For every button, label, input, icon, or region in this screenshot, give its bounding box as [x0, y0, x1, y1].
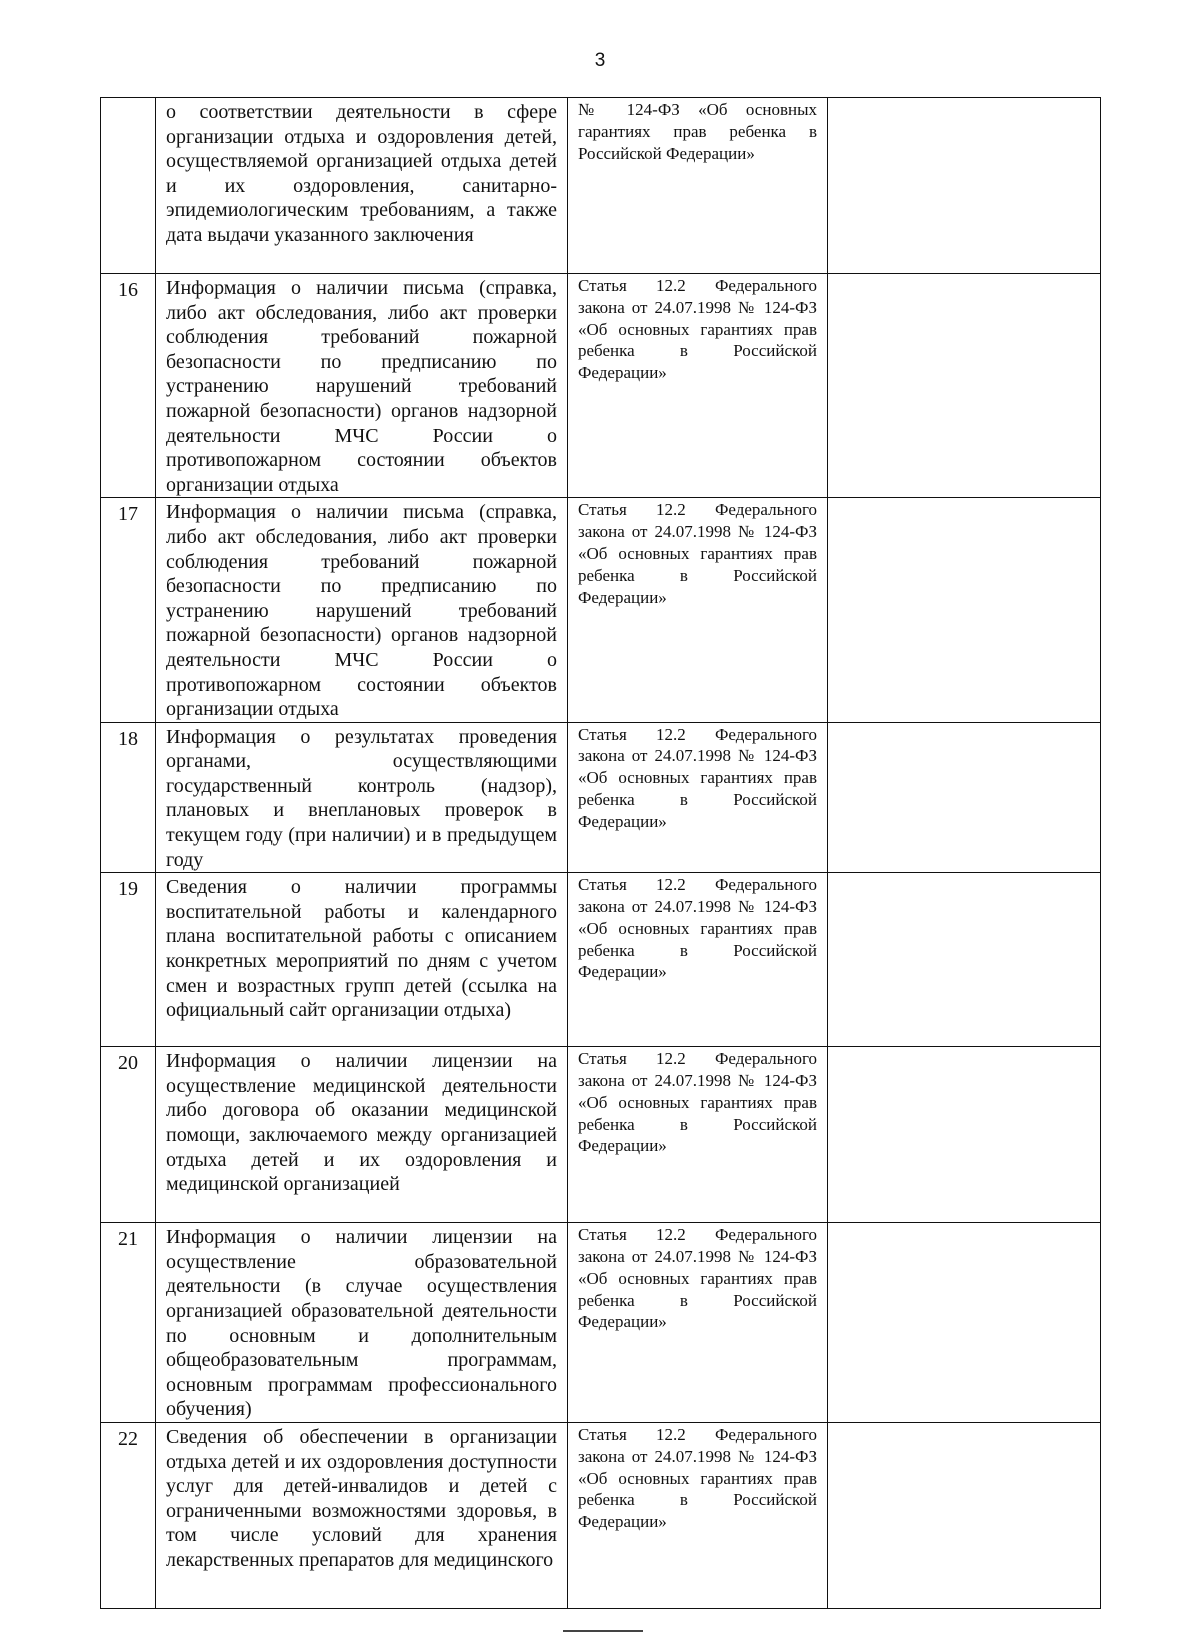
row-note: [828, 498, 1101, 722]
row-legal-basis: Статья 12.2 Федерального закона от 24.07.1998 № 124-ФЗ «Об основных гарантиях прав ребенка в Российской Федерации»: [568, 1223, 828, 1423]
row-note: [828, 1423, 1101, 1609]
row-note: [828, 873, 1101, 1047]
row-note: [828, 274, 1101, 498]
row-description: Информация о наличии письма (справка, либо акт обследования, либо акт проверки соблюдения требований пожарной безопасности по предписанию по устранению нарушений требований пожарной безопасности) органов надзорной деятельности МЧС России о противопожарном состоянии объектов организации отдыха: [156, 274, 568, 498]
row-note: [828, 722, 1101, 873]
table-row: [101, 873, 1101, 1047]
row-description: Информация о наличии лицензии на осуществление образовательной деятельности (в случае осуществления организацией образовательной деятельности по основным и дополнительным общеобразовательным программам, основным программам профессионального обучения): [156, 1223, 568, 1423]
row-note: [828, 98, 1101, 274]
table-row: [101, 274, 1101, 498]
row-legal-basis: Статья 12.2 Федерального закона от 24.07.1998 № 124-ФЗ «Об основных гарантиях прав ребенка в Российской Федерации»: [568, 274, 828, 498]
row-legal-basis: Статья 12.2 Федерального закона от 24.07.1998 № 124-ФЗ «Об основных гарантиях прав ребенка в Российской Федерации»: [568, 1047, 828, 1223]
row-number: 16: [101, 274, 156, 498]
row-note: [828, 1047, 1101, 1223]
row-number: 19: [101, 873, 156, 1047]
row-description: Сведения о наличии программы воспитательной работы и календарного плана воспитательной работы с описанием конкретных мероприятий по дням с учетом смен и возрастных групп детей (ссылка на официальный сайт организации отдыха): [156, 873, 568, 1047]
table-row: [101, 1423, 1101, 1609]
row-description: Информация о наличии лицензии на осуществление медицинской деятельности либо договора об оказании медицинской помощи, заключаемого между организацией отдыха детей и их оздоровления и медицинской организацией: [156, 1047, 568, 1223]
row-legal-basis: Статья 12.2 Федерального закона от 24.07.1998 № 124-ФЗ «Об основных гарантиях прав ребенка в Российской Федерации»: [568, 498, 828, 722]
row-note: [828, 1223, 1101, 1423]
row-description: Информация о наличии письма (справка, либо акт обследования, либо акт проверки соблюдения требований пожарной безопасности по предписанию по устранению нарушений требований пожарной безопасности) органов надзорной деятельности МЧС России о противопожарном состоянии объектов организации отдыха: [156, 498, 568, 722]
row-number: 21: [101, 1223, 156, 1423]
table-row: [101, 98, 1101, 274]
page-footer-mark: [563, 1630, 643, 1632]
row-legal-basis: Статья 12.2 Федерального закона от 24.07.1998 № 124-ФЗ «Об основных гарантиях прав ребенка в Российской Федерации»: [568, 722, 828, 873]
row-number: 17: [101, 498, 156, 722]
table-row: [101, 1223, 1101, 1423]
row-number: 20: [101, 1047, 156, 1223]
requirements-table: [100, 97, 1101, 1609]
page-number: 3: [594, 50, 606, 71]
row-description: Сведения об обеспечении в организации отдыха детей и их оздоровления доступности услуг для детей-инвалидов и детей с ограниченными возможностями здоровья, в том числе условий для хранения лекарственных препаратов для медицинского: [156, 1423, 568, 1609]
table-row: [101, 722, 1101, 873]
row-description: Информация о результатах проведения органами, осуществляющими государственный контроль (надзор), плановых и внеплановых проверок в текущем году (при наличии) и в предыдущем году: [156, 722, 568, 873]
row-legal-basis: Статья 12.2 Федерального закона от 24.07.1998 № 124-ФЗ «Об основных гарантиях прав ребенка в Российской Федерации»: [568, 873, 828, 1047]
table-row: [101, 1047, 1101, 1223]
table-row: [101, 498, 1101, 722]
row-description: о соответствии деятельности в сфере организации отдыха и оздоровления детей, осуществляемой организацией отдыха детей и их оздоровления, санитарно-эпидемиологическим требованиям, а также дата выдачи указанного заключения: [156, 98, 568, 274]
row-number: [101, 98, 156, 274]
row-legal-basis: Статья 12.2 Федерального закона от 24.07.1998 № 124-ФЗ «Об основных гарантиях прав ребенка в Российской Федерации»: [568, 1423, 828, 1609]
row-number: 18: [101, 722, 156, 873]
row-number: 22: [101, 1423, 156, 1609]
row-legal-basis: № 124-ФЗ «Об основных гарантиях прав ребенка в Российской Федерации»: [568, 98, 828, 274]
